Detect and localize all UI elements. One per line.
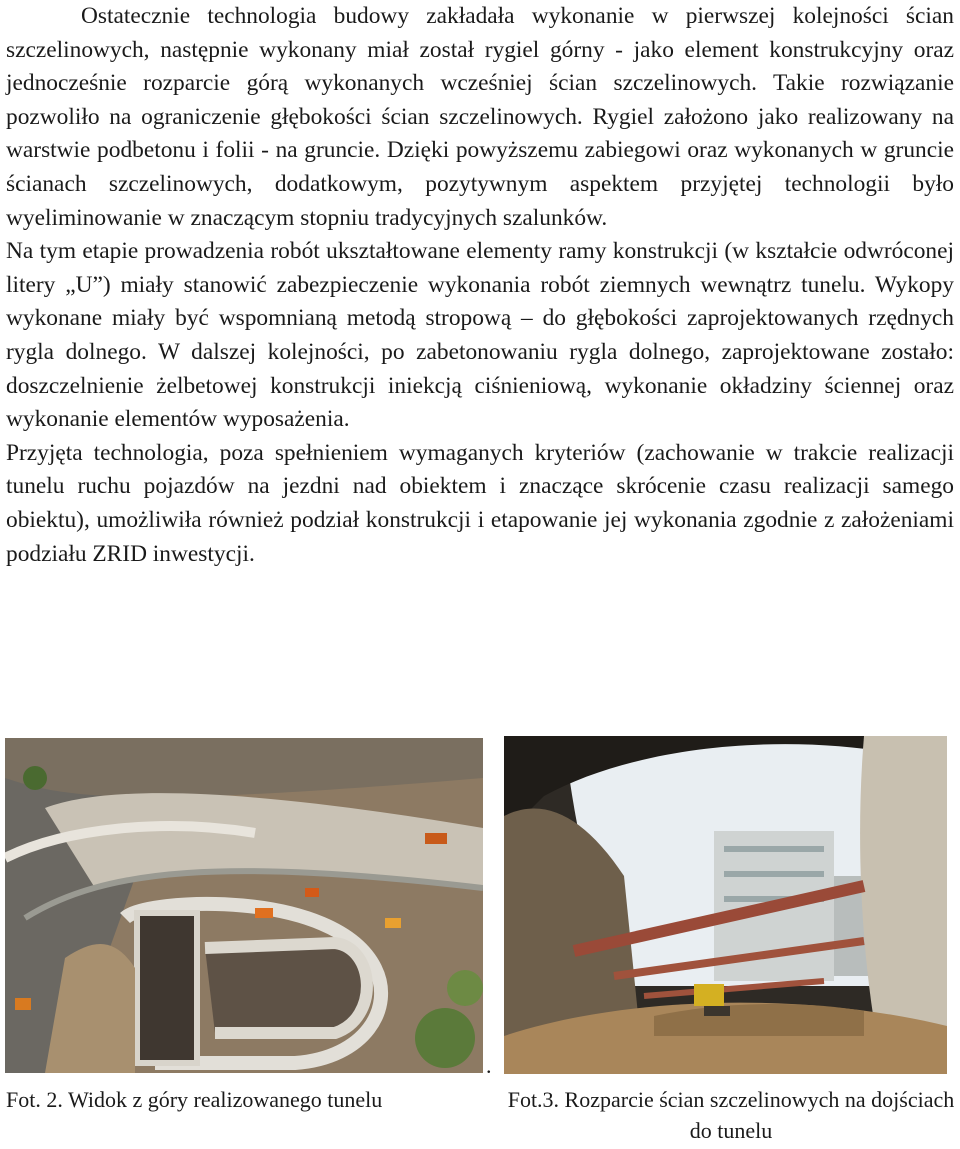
figure-caption-3: Fot.3. Rozparcie ścian szczelinowych na dojściach do tunelu bbox=[507, 1087, 955, 1143]
paragraph-2: Na tym etapie prowadzenia robót ukształtowane elementy ramy konstrukcji (w kształcie odwróconej litery „U”) miały stanowić zabezpieczenie wykonania robót ziemnych wewnątrz tunelu. Wykopy wykonane miały być wspomnianą metodą stropową – do głębokości zaprojektowanych rzędnych rygla dolnego. W dalszej kolejności, po zabetonowaniu rygla dolnego, zaprojektowane zostało: doszczelnienie żelbetowej konstrukcji iniekcją ciśnieniową, wykonanie okładziny ściennej oraz wykonanie elementów wyposażenia. bbox=[6, 238, 954, 433]
tunnel-struts-photo bbox=[504, 736, 947, 1074]
aerial-tunnel-photo bbox=[5, 738, 483, 1073]
paragraph-3: Przyjęta technologia, poza spełnieniem wymaganych kryteriów (zachowanie w trakcie realizacji tunelu ruchu pojazdów na jezdni nad obiektem i znaczące skrócenie czasu realizacji samego obiektu), umożliwiła również podział konstrukcji i etapowanie jej wykonania zgodnie z założeniami podziału ZRID inwestycji. bbox=[6, 439, 954, 567]
paragraph-1: Ostatecznie technologia budowy zakładała wykonanie w pierwszej kolejności ścian szczelinowych, następnie wykonany miał został rygiel górny - jako element konstrukcyjny oraz jednocześnie rozparcie górą wykonanych wcześniej ścian szczelinowych. Takie rozwiązanie pozwoliło na ograniczenie głębokości ścian szczelinowych. Rygiel założono jako realizowany na warstwie podbetonu i folii - na gruncie. Dzięki powyższemu zabiegowi oraz wykonanych w gruncie ścianach szczelinowych, dodatkowym, pozytywnym aspektem przyjętej technologii było wyeliminowanie w znaczącym stopniu tradycyjnych szalunków. bbox=[6, 3, 954, 231]
body-text bbox=[6, 0, 954, 571]
stray-dot: . bbox=[486, 1053, 492, 1078]
figure-caption-2: Fot. 2. Widok z góry realizowanego tunelu bbox=[6, 1087, 383, 1112]
